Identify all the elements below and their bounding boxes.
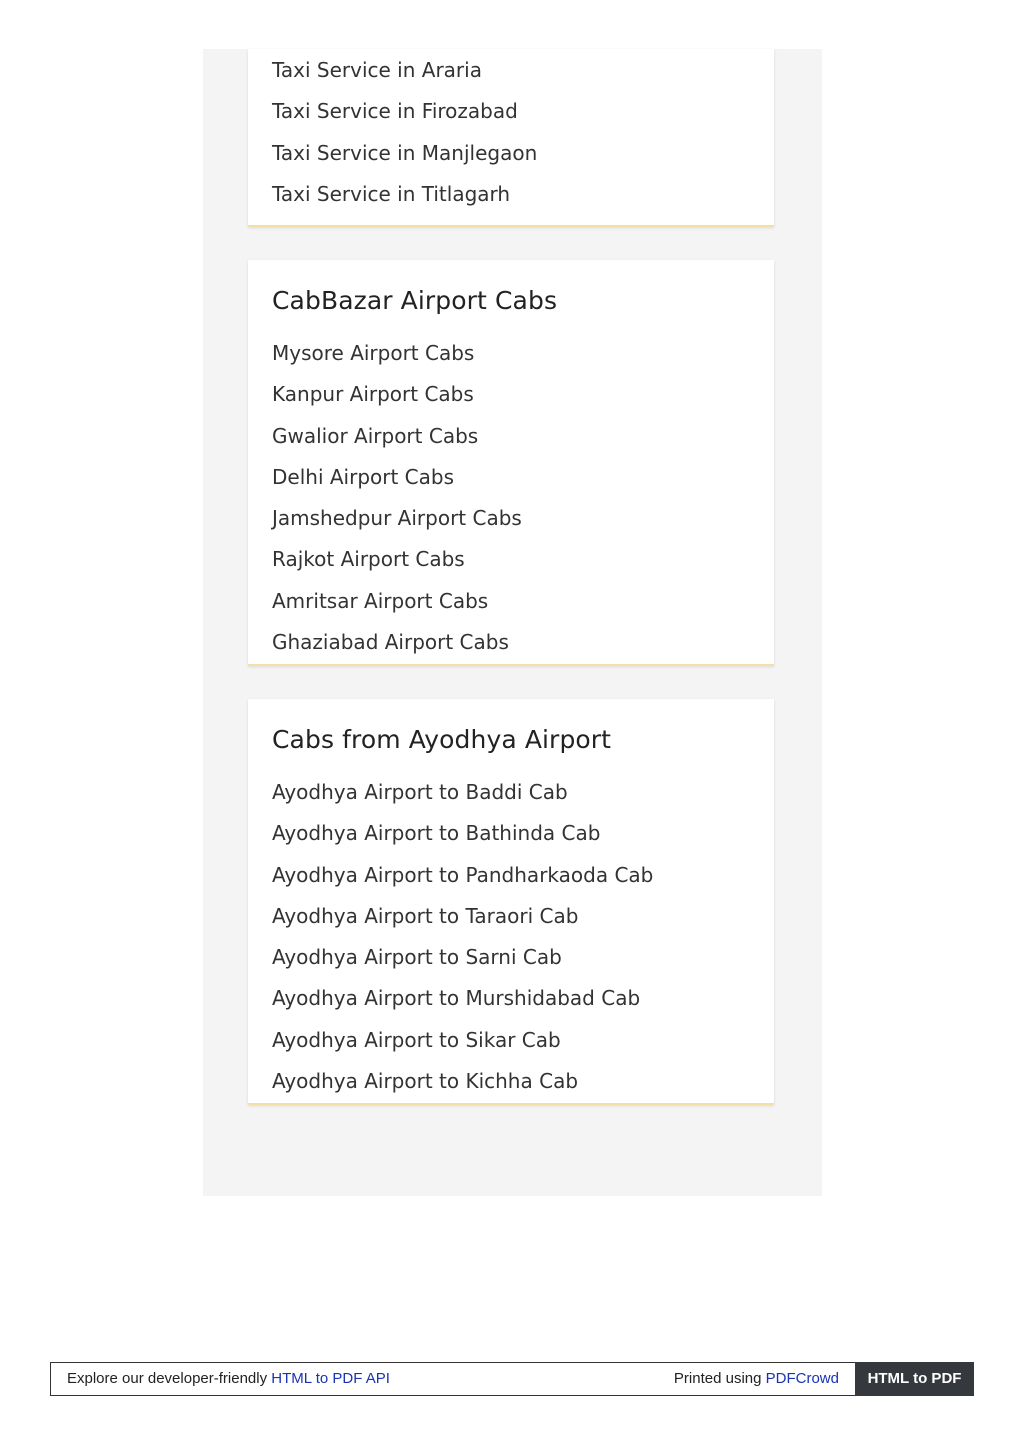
taxi-service-list-clip <box>248 49 774 225</box>
airport-cabs-list <box>272 339 522 669</box>
footer-printed <box>674 1363 839 1395</box>
ayodhya-cab-link[interactable]: Ayodhya Airport to Sikar Cab <box>272 1027 561 1052</box>
footer-pdfcrowd-link[interactable]: PDFCrowd <box>765 1370 839 1387</box>
taxi-service-list <box>272 56 537 221</box>
airport-cab-link[interactable]: Gwalior Airport Cabs <box>272 423 479 448</box>
ayodhya-cab-link[interactable]: Ayodhya Airport to Murshidabad Cab <box>272 986 641 1011</box>
airport-cab-link[interactable]: Ghaziabad Airport Cabs <box>272 630 509 655</box>
footer-html-to-pdf-badge[interactable]: HTML to PDF <box>855 1362 974 1396</box>
airport-cab-link[interactable]: Rajkot Airport Cabs <box>272 547 465 572</box>
airport-cab-link[interactable]: Jamshedpur Airport Cabs <box>272 506 522 531</box>
taxi-service-card <box>248 49 774 227</box>
ayodhya-cab-link[interactable]: Ayodhya Airport to Pandharkaoda Cab <box>272 862 654 887</box>
taxi-service-link[interactable]: Taxi Service in Manjlegaon <box>272 140 538 165</box>
ayodhya-cab-link[interactable]: Ayodhya Airport to Sarni Cab <box>272 945 562 970</box>
footer-explore <box>67 1363 390 1395</box>
airport-cabs-card <box>248 260 774 666</box>
pdf-footer <box>50 1362 974 1396</box>
taxi-service-link[interactable]: Taxi Service in Titlagarh <box>272 181 511 206</box>
airport-cab-link[interactable]: Mysore Airport Cabs <box>272 341 475 365</box>
footer-api-link[interactable]: HTML to PDF API <box>271 1370 390 1387</box>
ayodhya-cab-link[interactable]: Ayodhya Airport to Taraori Cab <box>272 903 579 928</box>
taxi-service-link[interactable]: Taxi Service in Firozabad <box>272 99 518 124</box>
ayodhya-cabs-card <box>248 699 774 1105</box>
airport-cabs-list-clip <box>248 260 774 655</box>
ayodhya-cab-link[interactable]: Ayodhya Airport to Baddi Cab <box>272 780 568 804</box>
airport-cab-link[interactable]: Kanpur Airport Cabs <box>272 382 474 407</box>
taxi-service-link[interactable]: Taxi Service in Araria <box>272 58 482 82</box>
airport-cab-link[interactable]: Delhi Airport Cabs <box>272 464 455 489</box>
ayodhya-cabs-list-clip <box>248 699 774 1094</box>
airport-cab-link[interactable]: Amritsar Airport Cabs <box>272 588 489 613</box>
ayodhya-cab-link[interactable]: Ayodhya Airport to Kichha Cab <box>272 1069 579 1094</box>
ayodhya-cabs-title: Cabs from Ayodhya Airport <box>272 725 612 754</box>
footer-explore-text: Explore our developer-friendly <box>67 1370 268 1387</box>
ayodhya-cabs-list <box>272 778 653 1108</box>
airport-cabs-title: CabBazar Airport Cabs <box>272 286 558 315</box>
ayodhya-cab-link[interactable]: Ayodhya Airport to Bathinda Cab <box>272 821 601 846</box>
footer-printed-text: Printed using <box>673 1370 762 1387</box>
